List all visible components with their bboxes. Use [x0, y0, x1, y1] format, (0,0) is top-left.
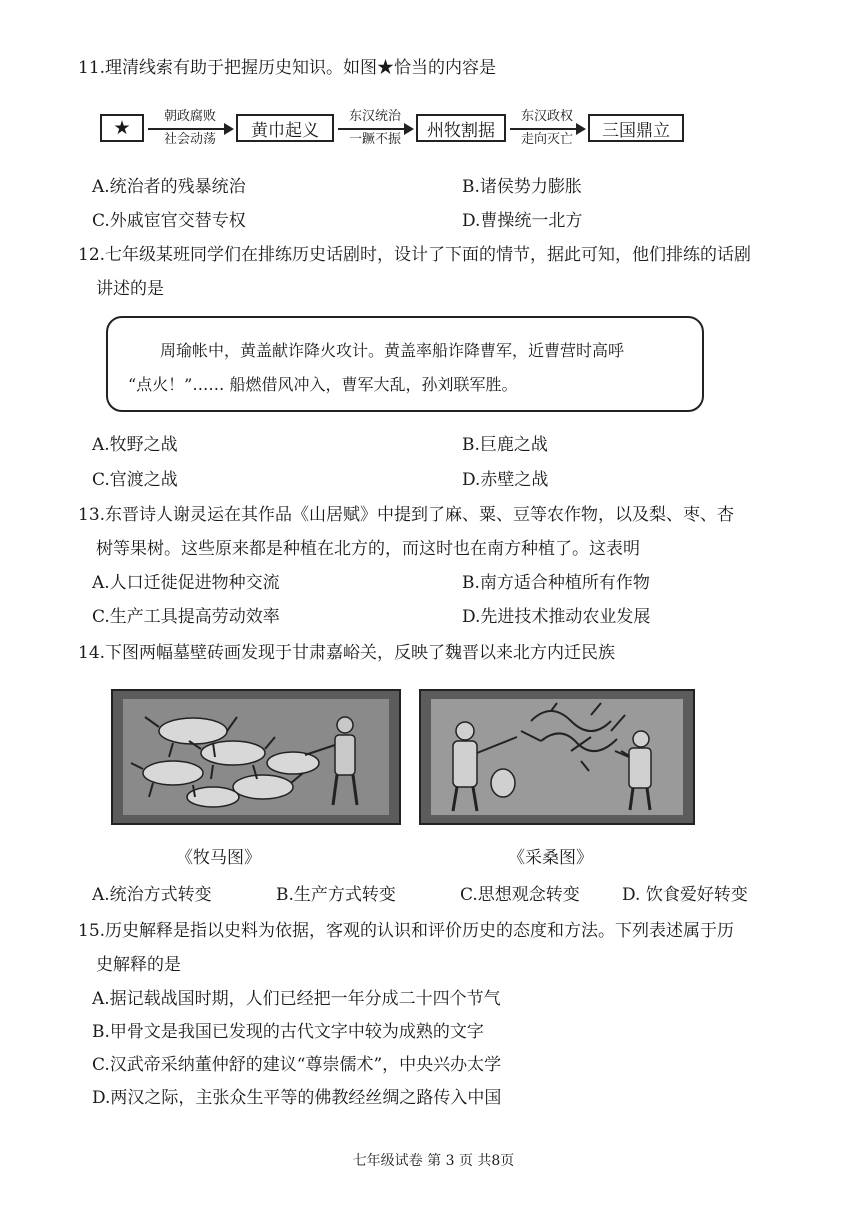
q13-option-c: C.生产工具提高劳动效率 — [92, 607, 280, 627]
q11-option-a: A.统治者的残暴统治 — [92, 177, 246, 197]
flow-arrow-1-bottom: 社会动荡 — [163, 132, 216, 147]
flow-arrow-1 — [146, 108, 234, 150]
flow-arrow-1-top: 朝政腐败 — [163, 109, 216, 124]
caption-horse-herding: 《牧马图》 — [176, 848, 261, 868]
q15-option-c: C.汉武帝采纳董仲舒的建议“尊崇儒术”，中央兴办太学 — [92, 1055, 502, 1075]
q13-stem-line2: 树等果树。这些原来都是种植在北方的，而这时也在南方种植了。这表明 — [96, 539, 640, 559]
flow-arrow-3-bottom: 走向灭亡 — [520, 132, 573, 147]
q14-option-d: D. 饮食爱好转变 — [622, 885, 748, 905]
q14-option-c: C.思想观念转变 — [460, 885, 580, 905]
q13-stem-line1: 13.东晋诗人谢灵运在其作品《山居赋》中提到了麻、粟、豆等农作物，以及梨、枣、杏 — [78, 505, 735, 525]
q14-option-a: A.统治方式转变 — [92, 885, 212, 905]
q12-option-c: C.官渡之战 — [92, 470, 178, 490]
q13-option-a: A.人口迁徙促进物种交流 — [92, 573, 280, 593]
q11-option-c: C.外戚宦官交替专权 — [92, 211, 246, 231]
q12-scenario-box — [106, 316, 704, 412]
q12-stem-line1: 12.七年级某班同学们在排练历史话剧时，设计了下面的情节，据此可知，他们排练的话剧 — [78, 245, 752, 265]
q15-stem-line1: 15.历史解释是指以史料为依据，客观的认识和评价历史的态度和方法。下列表述属于历 — [78, 921, 735, 941]
q12-box-line1: 周瑜帐中，黄盖献诈降火攻计。黄盖率船诈降曹军，近曹营时高呼 — [160, 341, 625, 360]
flow-box-huangjin: 黄巾起义 — [236, 114, 334, 142]
q14-stem: 14.下图两幅墓壁砖画发现于甘肃嘉峪关，反映了魏晋以来北方内迁民族 — [78, 643, 616, 663]
q11-option-d: D.曹操统一北方 — [462, 211, 583, 231]
flow-star-box: ★ — [100, 114, 144, 142]
page-footer: 七年级试卷 第 3 页 共8页 — [352, 1153, 515, 1169]
flow-arrow-3 — [508, 108, 586, 150]
q12-option-b: B.巨鹿之战 — [462, 435, 548, 455]
q12-option-d: D.赤壁之战 — [462, 470, 549, 490]
q13-option-d: D.先进技术推动农业发展 — [462, 607, 651, 627]
q13-option-b: B.南方适合种植所有作物 — [462, 573, 650, 593]
flow-arrow-2-bottom: 一蹶不振 — [348, 132, 401, 147]
q15-stem-line2: 史解释的是 — [96, 955, 181, 975]
q12-box-line2: “点火！”…… 船燃借风冲入，曹军大乱，孙刘联军胜。 — [128, 375, 518, 394]
q15-option-a: A.据记载战国时期，人们已经把一年分成二十四个节气 — [92, 989, 501, 1009]
q12-stem-line2: 讲述的是 — [96, 279, 164, 299]
horse-herding-mural-image — [111, 689, 401, 825]
flow-arrow-2-top: 东汉统治 — [348, 109, 401, 124]
flow-box-sanguo: 三国鼎立 — [588, 114, 684, 142]
caption-mulberry-picking: 《采桑图》 — [508, 848, 593, 868]
q11-stem: 11.理清线索有助于把握历史知识。如图★恰当的内容是 — [78, 58, 497, 78]
q11-option-b: B.诸侯势力膨胀 — [462, 177, 582, 197]
q14-option-b: B.生产方式转变 — [276, 885, 396, 905]
mulberry-picking-mural-image — [419, 689, 695, 825]
q12-option-a: A.牧野之战 — [92, 435, 178, 455]
flow-box-zhoumu: 州牧割据 — [416, 114, 506, 142]
q15-option-b: B.甲骨文是我国已发现的古代文字中较为成熟的文字 — [92, 1022, 484, 1042]
q11-flowchart — [100, 108, 690, 150]
flow-arrow-3-top: 东汉政权 — [520, 109, 573, 124]
q15-option-d: D.两汉之际，主张众生平等的佛教经丝绸之路传入中国 — [92, 1088, 502, 1108]
flow-arrow-2 — [336, 108, 414, 150]
